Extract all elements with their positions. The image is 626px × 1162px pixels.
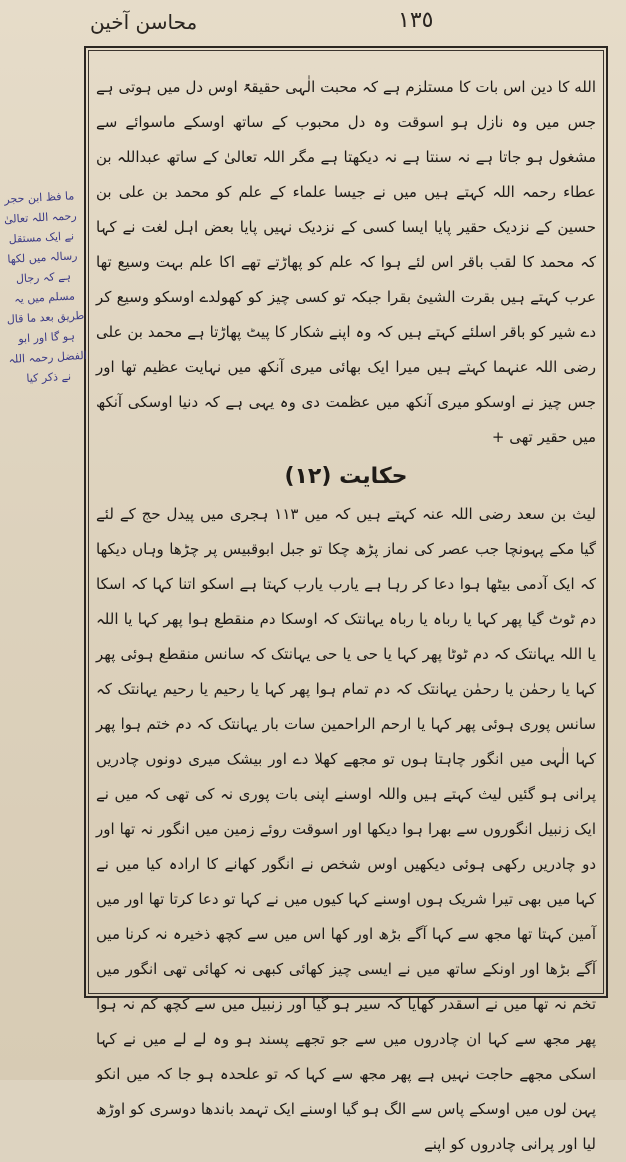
main-text bbox=[96, 70, 596, 1162]
page-header bbox=[0, 4, 626, 42]
paragraph-1: الله کا دین اس بات کا مستلزم ہے کہ محبت الٰہی حقیقۃً اوس دل میں ہوتی ہے جس میں وہ نازل ہو اسوقت وہ دل محبوب کے ساتھ اوسکے ماسوائے سے مشغول ہو جاتا ہے نہ سنتا ہے نہ دیکھتا ہے مگر اللہ تعالیٰ کے ساتھ عبداللہ بن عطاء رحمہ اللہ کہتے ہیں میں نے جیسا علماء کے علم کو محمد بن علی بن حسین کے نزدیک حقیر پایا ایسا کسی کے نزدیک نہیں پایا بعض اہل لغت نے کہا کہ محمد کا لقب باقر اس لئے ہوا کہ علم کو پھاڑتے تھے اکا علم بہت وسیع تھا عرب کہتے ہیں بقرت الشیئ بقرا جبکہ تو کسی چیز کو کھولدے اوسکو وسیع کر دے شیر کو باقر اسلئے کہتے ہیں کہ وہ اپنے شکار کا پیٹ پھاڑتا ہے محمد بن علی رضی اللہ عنہما کہتے ہیں میرا ایک بھائی میری آنکھ میں نہایت عظیم تھا اور جس چیز نے اوسکو میری آنکھ میں عظمت دی وہ یہی ہے کہ دنیا اوسکی آنکھ میں حقیر تھی + bbox=[96, 78, 596, 446]
section-heading: حکایت (١٢) bbox=[284, 464, 408, 489]
page-bottom-margin bbox=[0, 1000, 626, 1080]
paragraph-2: لیث بن سعد رضی اللہ عنہ کہتے ہیں کہ میں ١١٣ ہجری میں پیدل حج کے لئے گیا مکے پہونچا جب عصر کی نماز پڑھ چکا تو جبل ابوقبیس پر چڑھا وہاں دیکھا کہ ایک آدمی بیٹھا ہوا دعا کر رہا ہے یارب یارب کہتا ہے اسکو اتنا کہا کہ اسکا دم ٹوٹ گیا پھر کہا یا رباہ یا رباہ یہانتک کہ اوسکا دم منقطع ہوا پھر کہا یا اللہ یا اللہ یہانتک کہ دم ٹوٹا پھر کہا یا حی یا حی یہانتک کہ سانس منقطع ہوئی پھر کہا یا رحمٰن یا رحمٰن یہانتک کہ دم تمام ہوا پھر کہا یا رحیم یا رحیم یہانتک کہ سانس پوری ہوئی پھر کہا یا ارحم الراحمین سات بار یہانتک کہ دم ختم ہوا پھر کہا الٰہی میں انگور چاہتا ہوں تو مجھے کھلا دے اور بیشک میری دونوں چادریں پرانی ہو گئیں لیث کہتے ہیں واللہ اوسنے اپنی بات پوری نہ کی تھی کہ میں نے ایک زنبیل انگوروں سے بھرا ہوا دیکھا اور اسوقت روئے زمین میں انگور نہ تھا اور دو چادریں رکھی ہوئی دیکھیں اوس شخص نے انگور کھانے کا ارادہ کیا میں نے کہا میں بھی تیرا شریک ہوں اوسنے کہا کیوں میں نے کہا تو دعا کرتا تھا اور میں آمین کہتا تھا مجھ سے کہا آگے بڑھ اور کھا اس میں سے کچھ ذخیرہ نہ کرنا میں آگے بڑھا اور اونکے ساتھ میں نے ایسی چیز کھائی کبھی نہ کھائی تھی انگور میں تخم نہ تھا میں نے اسقدر کھایا کہ سیر ہو گیا اور زنبیل میں سے کچھ کم نہ ہوا پھر مجھ سے کہا ان چادروں میں سے جو تجھے پسند ہو وہ لے لے میں نے کہا اسکی مجھے حاجت نہیں ہے پھر مجھ سے کہا کہ تو علحدہ ہو جا کہ میں انکو پہن لوں میں اوسکے پاس سے الگ ہو گیا اوسنے ایک تہمد باندھا دوسری کو اوڑھ لیا اور پرانی چادروں کو اپنے bbox=[96, 505, 596, 1153]
page-number: ١٣٥ bbox=[398, 8, 434, 33]
running-title: محاسن آخین bbox=[90, 10, 198, 34]
handwritten-margin-note: ما فظ ابن حجر رحمہ اللہ تعالیٰ نے ایک مستقل رسالہ میں لکھا ہے کہ رجال مسلم میں یہ طریق بعد ما قال ہو گا اور ابو الفضل رحمہ اللہ نے ذکر کیا bbox=[3, 189, 88, 386]
